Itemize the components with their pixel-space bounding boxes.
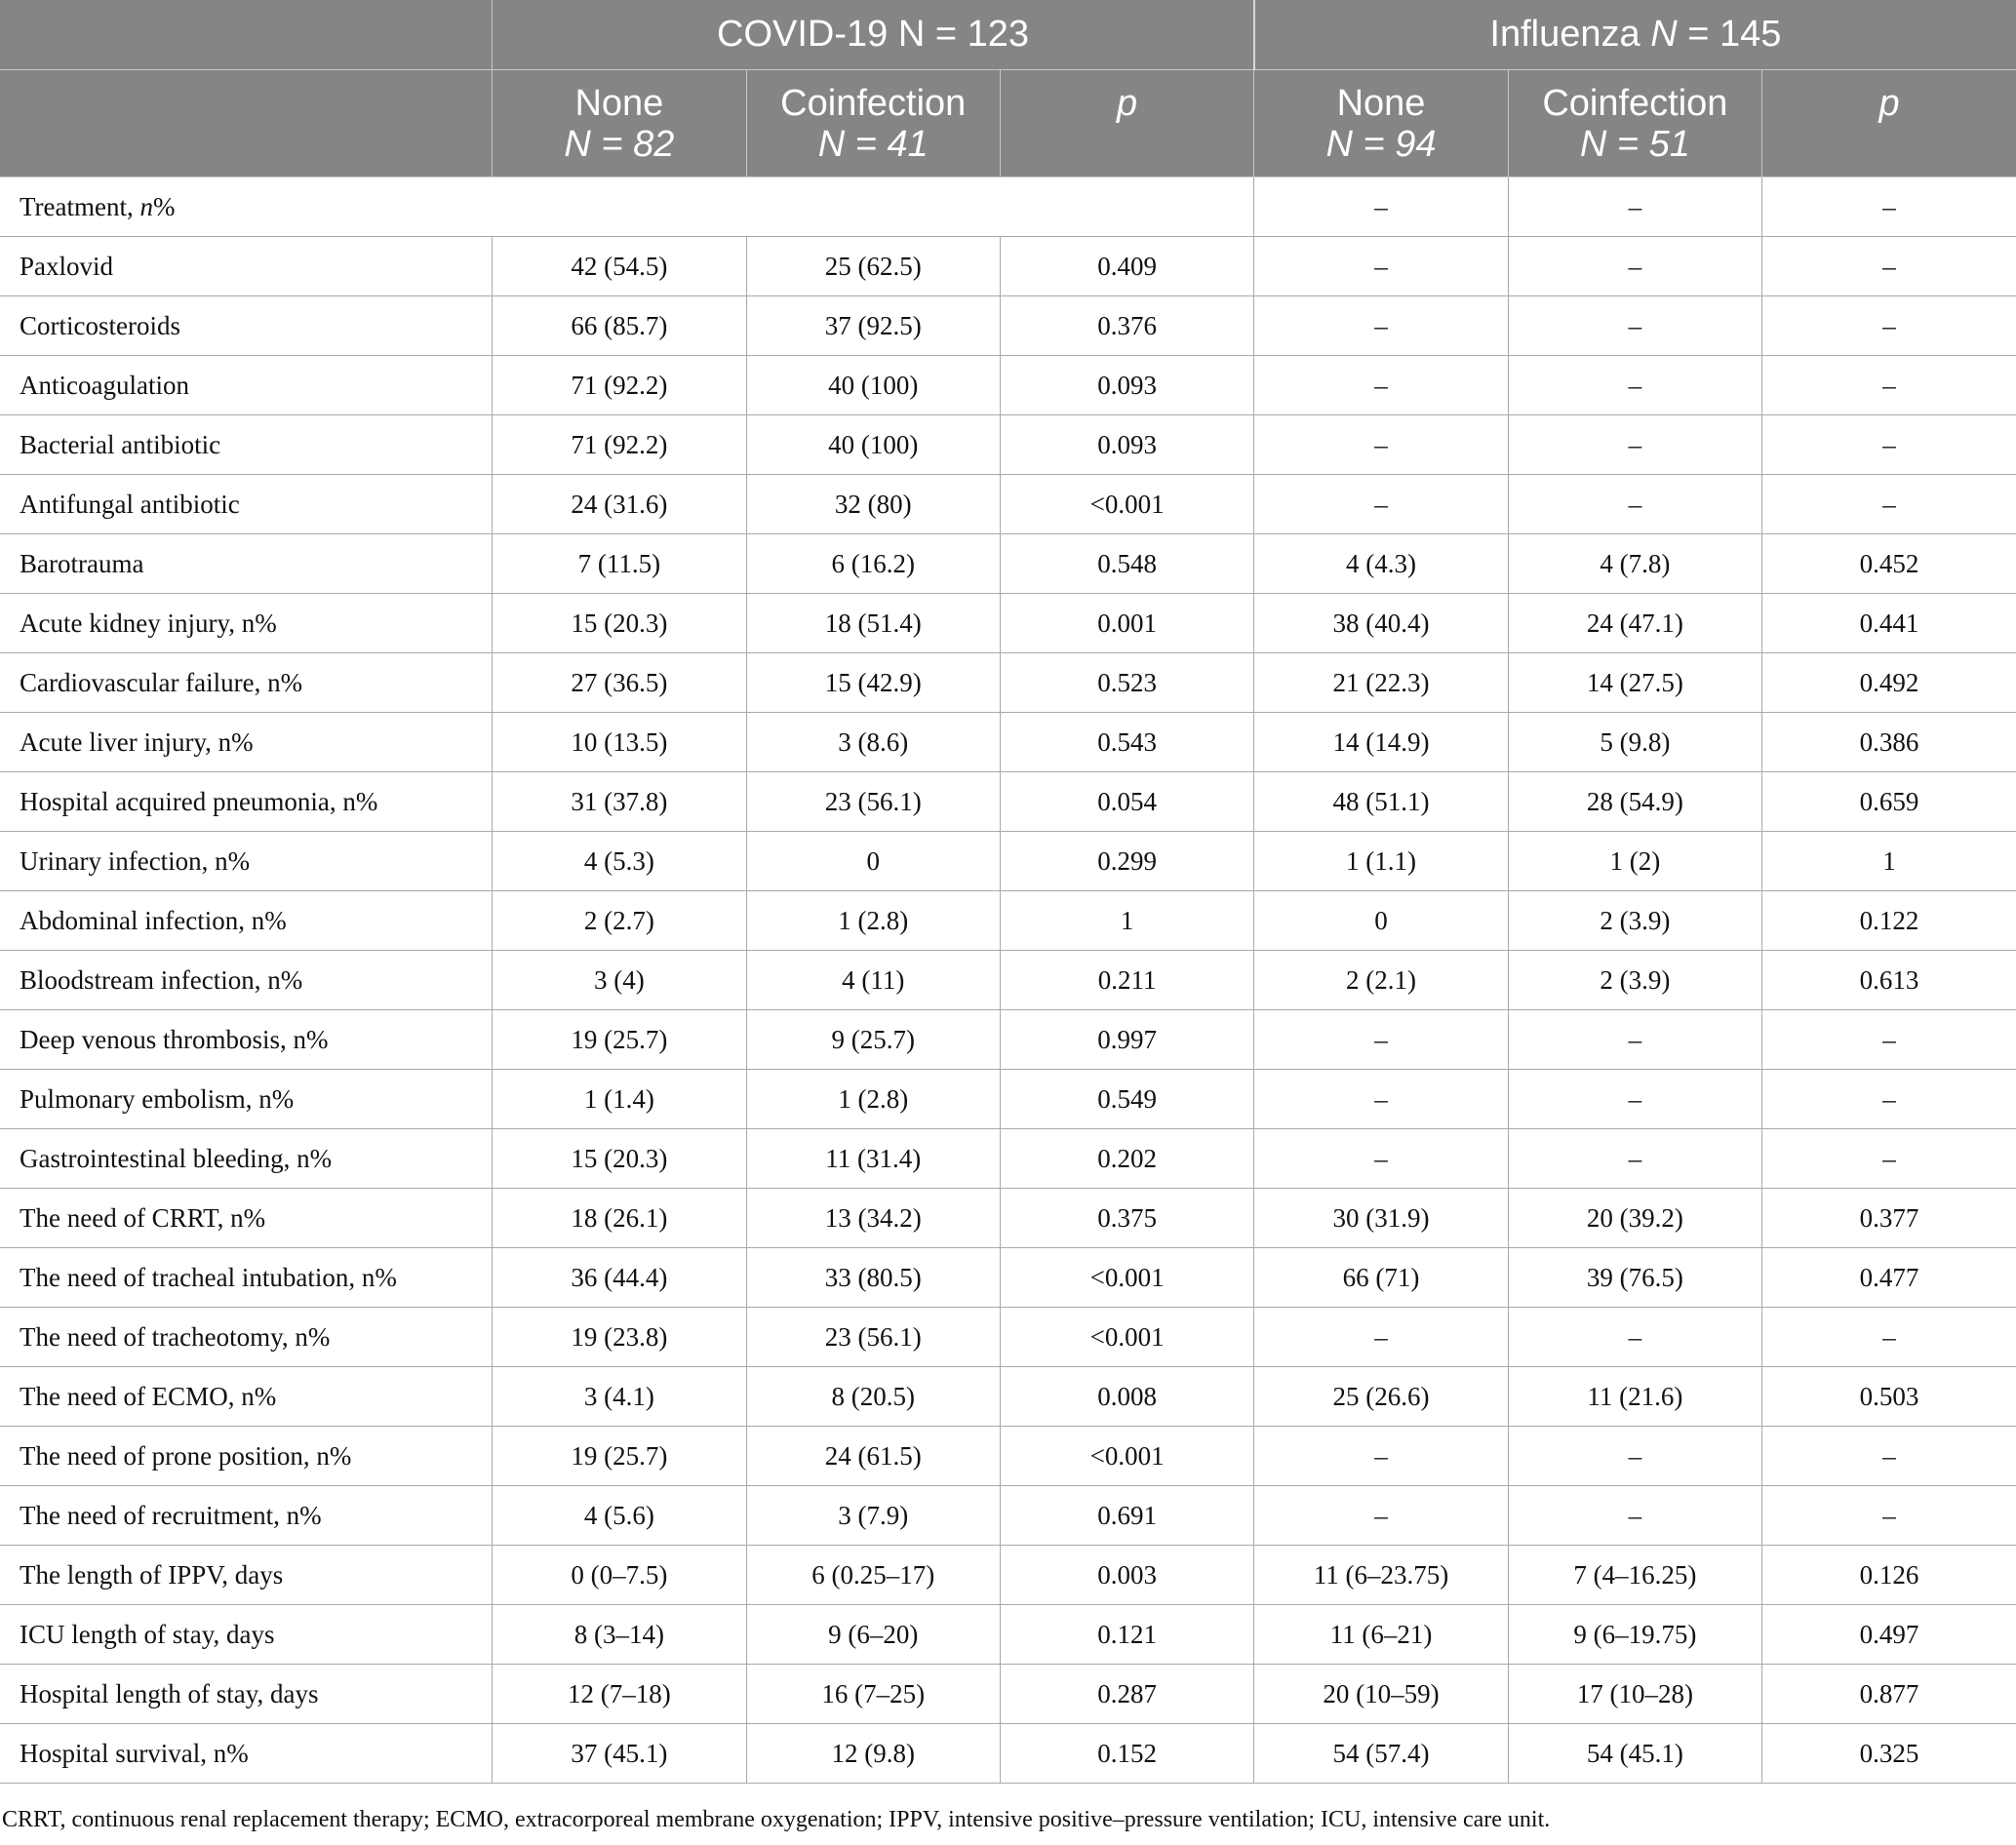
table-cell: 2 (2.7): [493, 891, 746, 951]
row-label: Paxlovid: [0, 237, 493, 296]
subcol-n: N = 82: [564, 123, 675, 165]
table-cell: 0.452: [1762, 534, 2016, 594]
table-cell: 13 (34.2): [746, 1189, 1000, 1248]
influenza-group-n-symbol: N: [1650, 14, 1678, 55]
table-row: [0, 415, 2016, 475]
table-cell: 0: [1254, 891, 1508, 951]
table-row: [0, 1248, 2016, 1308]
table-cell: 4 (7.8): [1508, 534, 1761, 594]
table-cell: 0.202: [1000, 1129, 1253, 1189]
influenza-group-n-value: = 145: [1677, 14, 1782, 55]
table-cell: 20 (10–59): [1254, 1665, 1508, 1724]
table-cell: 0.441: [1762, 594, 2016, 653]
table-cell: <0.001: [1000, 1248, 1253, 1308]
table-cell: –: [1508, 237, 1761, 296]
table-cell: 8 (3–14): [493, 1605, 746, 1665]
header-covid-none: [493, 70, 746, 177]
table-cell: 4 (4.3): [1254, 534, 1508, 594]
table-cell: 0.549: [1000, 1070, 1253, 1129]
row-label: Pulmonary embolism, n%: [0, 1070, 493, 1129]
table-cell: 15 (42.9): [746, 653, 1000, 713]
table-cell: 14 (27.5): [1508, 653, 1761, 713]
table-cell: –: [1254, 177, 1508, 237]
table-cell: 2 (2.1): [1254, 951, 1508, 1010]
table-cell: 0 (0–7.5): [493, 1546, 746, 1605]
table-cell: 0.659: [1762, 772, 2016, 832]
table-cell: 20 (39.2): [1508, 1189, 1761, 1248]
table-cell: 2 (3.9): [1508, 951, 1761, 1010]
table-cell: 37 (92.5): [746, 296, 1000, 356]
table-cell: 6 (16.2): [746, 534, 1000, 594]
table-cell: 12 (7–18): [493, 1665, 746, 1724]
subcol-n: N = 51: [1579, 123, 1690, 165]
table-row: [0, 356, 2016, 415]
table-cell: 19 (23.8): [493, 1308, 746, 1367]
table-cell: 0: [746, 832, 1000, 891]
table-cell: 1 (1.1): [1254, 832, 1508, 891]
table-cell: 1 (2.8): [746, 891, 1000, 951]
table-cell: 0.375: [1000, 1189, 1253, 1248]
table-cell: 0.121: [1000, 1605, 1253, 1665]
row-label: [0, 177, 1254, 237]
table-cell: 11 (21.6): [1508, 1367, 1761, 1427]
table-cell: 17 (10–28): [1508, 1665, 1761, 1724]
table-cell: 0.376: [1000, 296, 1253, 356]
table-cell: 23 (56.1): [746, 772, 1000, 832]
row-label: Barotrauma: [0, 534, 493, 594]
table-cell: 9 (6–19.75): [1508, 1605, 1761, 1665]
table-cell: 0.497: [1762, 1605, 2016, 1665]
table-cell: 0.377: [1762, 1189, 2016, 1248]
table-cell: –: [1254, 1308, 1508, 1367]
table-cell: –: [1254, 1129, 1508, 1189]
table-row: [0, 475, 2016, 534]
table-cell: 54 (57.4): [1254, 1724, 1508, 1784]
table-row: [0, 891, 2016, 951]
table-cell: 3 (7.9): [746, 1486, 1000, 1546]
table-cell: 16 (7–25): [746, 1665, 1000, 1724]
table-cell: 1 (2.8): [746, 1070, 1000, 1129]
table-cell: –: [1254, 356, 1508, 415]
table-cell: –: [1508, 1486, 1761, 1546]
table-cell: 0.477: [1762, 1248, 2016, 1308]
table-row-treatment: [0, 177, 2016, 237]
table-row: [0, 534, 2016, 594]
row-label: Acute liver injury, n%: [0, 713, 493, 772]
table-cell: 2 (3.9): [1508, 891, 1761, 951]
table-cell: 7 (11.5): [493, 534, 746, 594]
header-blank-cell: [0, 0, 493, 70]
table-cell: 0.503: [1762, 1367, 2016, 1427]
subcol-label: Coinfection: [1542, 82, 1728, 124]
table-row: [0, 951, 2016, 1010]
row-label: Hospital acquired pneumonia, n%: [0, 772, 493, 832]
table-cell: –: [1254, 237, 1508, 296]
table-cell: –: [1508, 177, 1761, 237]
table-cell: –: [1508, 356, 1761, 415]
table-cell: 3 (8.6): [746, 713, 1000, 772]
table-row: [0, 1070, 2016, 1129]
table-cell: –: [1508, 1070, 1761, 1129]
table-row: [0, 1367, 2016, 1427]
table-cell: –: [1762, 1486, 2016, 1546]
table-cell: –: [1762, 237, 2016, 296]
table-cell: 38 (40.4): [1254, 594, 1508, 653]
covid-group-label: COVID-19: [717, 14, 889, 55]
row-label-suffix: %: [153, 191, 176, 221]
row-label: The need of ECMO, n%: [0, 1367, 493, 1427]
table-cell: 32 (80): [746, 475, 1000, 534]
row-label-italic: n: [139, 191, 153, 221]
table-cell: 23 (56.1): [746, 1308, 1000, 1367]
table-cell: 36 (44.4): [493, 1248, 746, 1308]
row-label: The need of tracheal intubation, n%: [0, 1248, 493, 1308]
row-label: Bloodstream infection, n%: [0, 951, 493, 1010]
table-cell: 0.613: [1762, 951, 2016, 1010]
table-cell: 0.523: [1000, 653, 1253, 713]
table-cell: 0.877: [1762, 1665, 2016, 1724]
table-cell: –: [1762, 475, 2016, 534]
table-cell: –: [1762, 1010, 2016, 1070]
table-cell: 6 (0.25–17): [746, 1546, 1000, 1605]
row-label: Corticosteroids: [0, 296, 493, 356]
header-influenza-none: [1254, 70, 1508, 177]
table-cell: –: [1254, 1010, 1508, 1070]
subcol-label: p: [1117, 82, 1138, 124]
table-cell: –: [1254, 296, 1508, 356]
subcol-n: N = 94: [1325, 123, 1437, 165]
table-body: [0, 177, 2016, 1784]
table-cell: 0.008: [1000, 1367, 1253, 1427]
row-label: The need of recruitment, n%: [0, 1486, 493, 1546]
subcol-label: Coinfection: [780, 82, 967, 124]
table-cell: 27 (36.5): [493, 653, 746, 713]
table-cell: –: [1508, 1427, 1761, 1486]
table-cell: 1 (2): [1508, 832, 1761, 891]
table-cell: 3 (4.1): [493, 1367, 746, 1427]
table-cell: 0.548: [1000, 534, 1253, 594]
header-influenza-coinfection: [1508, 70, 1761, 177]
table-cell: 18 (51.4): [746, 594, 1000, 653]
table-row: [0, 594, 2016, 653]
table-cell: 10 (13.5): [493, 713, 746, 772]
table-cell: 30 (31.9): [1254, 1189, 1508, 1248]
table-cell: –: [1254, 475, 1508, 534]
table-cell: 21 (22.3): [1254, 653, 1508, 713]
header-group-covid: [493, 0, 1254, 70]
row-label: Abdominal infection, n%: [0, 891, 493, 951]
table-row: [0, 296, 2016, 356]
subcol-n: [1762, 124, 2016, 165]
row-label: Antifungal antibiotic: [0, 475, 493, 534]
table-cell: 25 (26.6): [1254, 1367, 1508, 1427]
table-cell: –: [1762, 415, 2016, 475]
table-cell: 0.543: [1000, 713, 1253, 772]
table-cell: 3 (4): [493, 951, 746, 1010]
table-cell: 40 (100): [746, 415, 1000, 475]
table-cell: –: [1508, 296, 1761, 356]
table-cell: –: [1762, 356, 2016, 415]
table-cell: 71 (92.2): [493, 415, 746, 475]
table-cell: 71 (92.2): [493, 356, 746, 415]
table-footnote: CRRT, continuous renal replacement therapy; ECMO, extracorporeal membrane oxygenation; IPPV, intensive positive–pressure ventilation; ICU, intensive care unit.: [2, 1807, 1551, 1832]
table-cell: 4 (11): [746, 951, 1000, 1010]
table-cell: 11 (6–23.75): [1254, 1546, 1508, 1605]
header-covid-coinfection: [746, 70, 1000, 177]
table-cell: 8 (20.5): [746, 1367, 1000, 1427]
row-label: Cardiovascular failure, n%: [0, 653, 493, 713]
table-cell: 0.211: [1000, 951, 1253, 1010]
table-cell: <0.001: [1000, 1427, 1253, 1486]
table-row: [0, 1189, 2016, 1248]
table-row: [0, 1129, 2016, 1189]
table-cell: –: [1508, 1010, 1761, 1070]
table-cell: 14 (14.9): [1254, 713, 1508, 772]
table-cell: 1 (1.4): [493, 1070, 746, 1129]
table-row: [0, 1427, 2016, 1486]
table-cell: 66 (71): [1254, 1248, 1508, 1308]
table-cell: 15 (20.3): [493, 1129, 746, 1189]
table-cell: 18 (26.1): [493, 1189, 746, 1248]
table-cell: 0.054: [1000, 772, 1253, 832]
table-cell: 11 (31.4): [746, 1129, 1000, 1189]
table-cell: 19 (25.7): [493, 1010, 746, 1070]
header-group-influenza: [1254, 0, 2016, 70]
header-influenza-p: [1762, 70, 2016, 177]
table-row: [0, 772, 2016, 832]
table-cell: –: [1508, 1308, 1761, 1367]
subcol-label: None: [1336, 82, 1426, 124]
row-label: ICU length of stay, days: [0, 1605, 493, 1665]
table-cell: 37 (45.1): [493, 1724, 746, 1784]
table-cell: –: [1254, 1070, 1508, 1129]
table-cell: 66 (85.7): [493, 296, 746, 356]
table-cell: 0.122: [1762, 891, 2016, 951]
table-row: [0, 1010, 2016, 1070]
table-cell: 0.386: [1762, 713, 2016, 772]
table-cell: 12 (9.8): [746, 1724, 1000, 1784]
table-cell: –: [1762, 177, 2016, 237]
table-cell: 0.492: [1762, 653, 2016, 713]
table-cell: 5 (9.8): [1508, 713, 1761, 772]
table-cell: –: [1254, 1486, 1508, 1546]
table-cell: 1: [1000, 891, 1253, 951]
row-label: Hospital survival, n%: [0, 1724, 493, 1784]
table-cell: 0.325: [1762, 1724, 2016, 1784]
covid-group-n: N = 123: [897, 14, 1029, 55]
row-label: Urinary infection, n%: [0, 832, 493, 891]
subcol-label: p: [1878, 82, 1900, 124]
table-cell: 4 (5.6): [493, 1486, 746, 1546]
row-label: Bacterial antibiotic: [0, 415, 493, 475]
table-cell: <0.001: [1000, 1308, 1253, 1367]
row-label: Gastrointestinal bleeding, n%: [0, 1129, 493, 1189]
table-row: [0, 237, 2016, 296]
table-cell: <0.001: [1000, 475, 1253, 534]
table-cell: 0.152: [1000, 1724, 1253, 1784]
table-cell: 4 (5.3): [493, 832, 746, 891]
table-cell: 15 (20.3): [493, 594, 746, 653]
table-cell: 48 (51.1): [1254, 772, 1508, 832]
row-label: Anticoagulation: [0, 356, 493, 415]
table-cell: –: [1254, 415, 1508, 475]
table-cell: 0.997: [1000, 1010, 1253, 1070]
table-row: [0, 1546, 2016, 1605]
table-cell: –: [1762, 296, 2016, 356]
table-cell: –: [1762, 1129, 2016, 1189]
table-cell: 9 (6–20): [746, 1605, 1000, 1665]
row-label: Acute kidney injury, n%: [0, 594, 493, 653]
table-cell: 1: [1762, 832, 2016, 891]
table-cell: 42 (54.5): [493, 237, 746, 296]
table-cell: 0.287: [1000, 1665, 1253, 1724]
row-label: The need of tracheotomy, n%: [0, 1308, 493, 1367]
table-cell: 11 (6–21): [1254, 1605, 1508, 1665]
table-cell: 19 (25.7): [493, 1427, 746, 1486]
table-cell: 0.126: [1762, 1546, 2016, 1605]
row-label: The need of CRRT, n%: [0, 1189, 493, 1248]
influenza-group-label: Influenza: [1489, 14, 1640, 55]
row-label: The length of IPPV, days: [0, 1546, 493, 1605]
table-cell: 0.003: [1000, 1546, 1253, 1605]
table-cell: 9 (25.7): [746, 1010, 1000, 1070]
table-cell: 24 (47.1): [1508, 594, 1761, 653]
table-cell: 0.093: [1000, 415, 1253, 475]
table-row: [0, 1665, 2016, 1724]
table-row: [0, 1605, 2016, 1665]
table-cell: –: [1254, 1427, 1508, 1486]
table-cell: –: [1508, 475, 1761, 534]
table-cell: 40 (100): [746, 356, 1000, 415]
row-label: Deep venous thrombosis, n%: [0, 1010, 493, 1070]
table-cell: –: [1508, 1129, 1761, 1189]
table-cell: 28 (54.9): [1508, 772, 1761, 832]
table-cell: 25 (62.5): [746, 237, 1000, 296]
table-cell: 7 (4–16.25): [1508, 1546, 1761, 1605]
table-row: [0, 1724, 2016, 1784]
table-cell: 24 (61.5): [746, 1427, 1000, 1486]
row-label-text: Treatment,: [20, 191, 140, 221]
table-cell: 0.299: [1000, 832, 1253, 891]
table-cell: 0.691: [1000, 1486, 1253, 1546]
table-cell: 24 (31.6): [493, 475, 746, 534]
table-cell: –: [1762, 1427, 2016, 1486]
table-cell: –: [1762, 1308, 2016, 1367]
table-row: [0, 653, 2016, 713]
table-cell: –: [1508, 415, 1761, 475]
table-cell: 0.001: [1000, 594, 1253, 653]
table-cell: 39 (76.5): [1508, 1248, 1761, 1308]
table-cell: 33 (80.5): [746, 1248, 1000, 1308]
table-row: [0, 1308, 2016, 1367]
table-cell: 54 (45.1): [1508, 1724, 1761, 1784]
table-cell: 0.093: [1000, 356, 1253, 415]
table-row: [0, 1486, 2016, 1546]
table-row: [0, 713, 2016, 772]
header-blank-cell-2: [0, 70, 493, 177]
table-cell: 0.409: [1000, 237, 1253, 296]
subcol-label: None: [574, 82, 664, 124]
header-covid-p: [1000, 70, 1253, 177]
table-cell: –: [1762, 1070, 2016, 1129]
subcol-n: [1001, 124, 1253, 165]
row-label: The need of prone position, n%: [0, 1427, 493, 1486]
subcol-n: N = 41: [817, 123, 929, 165]
table-cell: 31 (37.8): [493, 772, 746, 832]
table-header: [0, 0, 2016, 177]
row-label: Hospital length of stay, days: [0, 1665, 493, 1724]
table-row: [0, 832, 2016, 891]
